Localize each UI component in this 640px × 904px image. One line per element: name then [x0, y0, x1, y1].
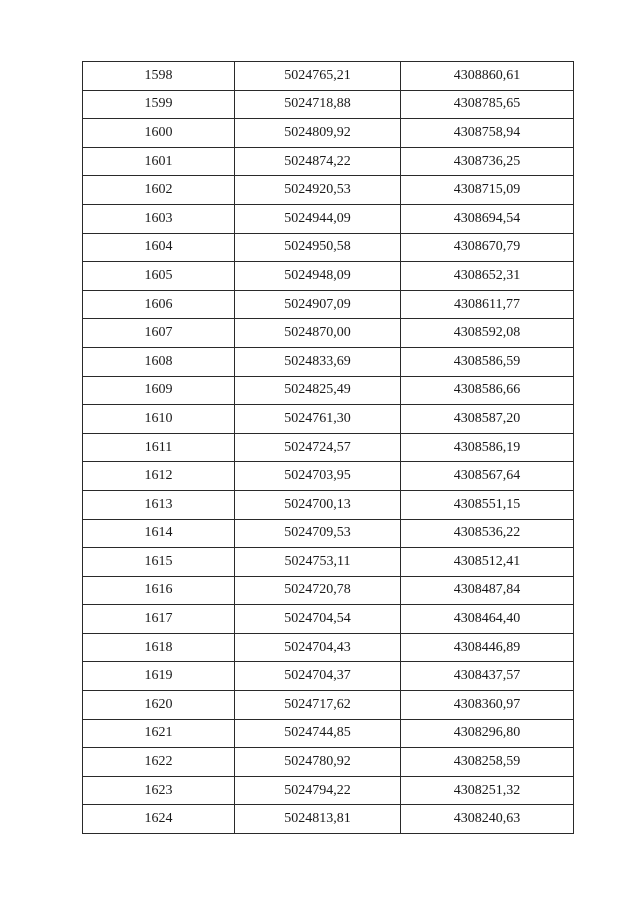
- x-coordinate-cell: 5024794,22: [235, 776, 401, 805]
- y-coordinate-cell: 4308551,15: [401, 490, 574, 519]
- point-number-cell: 1621: [83, 719, 235, 748]
- y-coordinate-cell: 4308586,66: [401, 376, 574, 405]
- point-number-cell: 1602: [83, 176, 235, 205]
- point-number-cell: 1599: [83, 90, 235, 119]
- y-coordinate-cell: 4308360,97: [401, 691, 574, 720]
- y-coordinate-cell: 4308758,94: [401, 119, 574, 148]
- x-coordinate-cell: 5024744,85: [235, 719, 401, 748]
- y-coordinate-cell: 4308592,08: [401, 319, 574, 348]
- x-coordinate-cell: 5024920,53: [235, 176, 401, 205]
- table-row: [83, 376, 574, 405]
- table-row: [83, 319, 574, 348]
- table-row: [83, 433, 574, 462]
- x-coordinate-cell: 5024809,92: [235, 119, 401, 148]
- x-coordinate-cell: 5024765,21: [235, 62, 401, 91]
- x-coordinate-cell: 5024761,30: [235, 405, 401, 434]
- table-row: [83, 347, 574, 376]
- y-coordinate-cell: 4308446,89: [401, 633, 574, 662]
- table-row: [83, 576, 574, 605]
- table-row: [83, 776, 574, 805]
- point-number-cell: 1612: [83, 462, 235, 491]
- x-coordinate-cell: 5024950,58: [235, 233, 401, 262]
- point-number-cell: 1605: [83, 262, 235, 291]
- point-number-cell: 1601: [83, 147, 235, 176]
- x-coordinate-cell: 5024825,49: [235, 376, 401, 405]
- point-number-cell: 1613: [83, 490, 235, 519]
- y-coordinate-cell: 4308785,65: [401, 90, 574, 119]
- y-coordinate-cell: 4308251,32: [401, 776, 574, 805]
- table-row: [83, 805, 574, 834]
- x-coordinate-cell: 5024724,57: [235, 433, 401, 462]
- table-row: [83, 204, 574, 233]
- x-coordinate-cell: 5024709,53: [235, 519, 401, 548]
- point-number-cell: 1611: [83, 433, 235, 462]
- x-coordinate-cell: 5024907,09: [235, 290, 401, 319]
- x-coordinate-cell: 5024780,92: [235, 748, 401, 777]
- point-number-cell: 1618: [83, 633, 235, 662]
- y-coordinate-cell: 4308652,31: [401, 262, 574, 291]
- table-row: [83, 662, 574, 691]
- x-coordinate-cell: 5024717,62: [235, 691, 401, 720]
- table-row: [83, 462, 574, 491]
- point-number-cell: 1616: [83, 576, 235, 605]
- y-coordinate-cell: 4308586,59: [401, 347, 574, 376]
- table-row: [83, 691, 574, 720]
- point-number-cell: 1617: [83, 605, 235, 634]
- coordinates-table-body: [83, 62, 574, 834]
- y-coordinate-cell: 4308715,09: [401, 176, 574, 205]
- point-number-cell: 1620: [83, 691, 235, 720]
- point-number-cell: 1622: [83, 748, 235, 777]
- x-coordinate-cell: 5024703,95: [235, 462, 401, 491]
- table-row: [83, 519, 574, 548]
- x-coordinate-cell: 5024833,69: [235, 347, 401, 376]
- y-coordinate-cell: 4308437,57: [401, 662, 574, 691]
- x-coordinate-cell: 5024704,54: [235, 605, 401, 634]
- x-coordinate-cell: 5024718,88: [235, 90, 401, 119]
- table-row: [83, 90, 574, 119]
- table-row: [83, 548, 574, 577]
- point-number-cell: 1608: [83, 347, 235, 376]
- point-number-cell: 1600: [83, 119, 235, 148]
- x-coordinate-cell: 5024720,78: [235, 576, 401, 605]
- table-row: [83, 119, 574, 148]
- point-number-cell: 1615: [83, 548, 235, 577]
- x-coordinate-cell: 5024704,43: [235, 633, 401, 662]
- point-number-cell: 1610: [83, 405, 235, 434]
- point-number-cell: 1623: [83, 776, 235, 805]
- point-number-cell: 1624: [83, 805, 235, 834]
- y-coordinate-cell: 4308860,61: [401, 62, 574, 91]
- table-row: [83, 62, 574, 91]
- coordinates-table: [82, 61, 574, 834]
- point-number-cell: 1604: [83, 233, 235, 262]
- y-coordinate-cell: 4308512,41: [401, 548, 574, 577]
- y-coordinate-cell: 4308670,79: [401, 233, 574, 262]
- y-coordinate-cell: 4308240,63: [401, 805, 574, 834]
- point-number-cell: 1598: [83, 62, 235, 91]
- y-coordinate-cell: 4308694,54: [401, 204, 574, 233]
- x-coordinate-cell: 5024944,09: [235, 204, 401, 233]
- x-coordinate-cell: 5024948,09: [235, 262, 401, 291]
- table-row: [83, 605, 574, 634]
- table-row: [83, 176, 574, 205]
- y-coordinate-cell: 4308464,40: [401, 605, 574, 634]
- x-coordinate-cell: 5024700,13: [235, 490, 401, 519]
- y-coordinate-cell: 4308258,59: [401, 748, 574, 777]
- y-coordinate-cell: 4308587,20: [401, 405, 574, 434]
- y-coordinate-cell: 4308586,19: [401, 433, 574, 462]
- table-row: [83, 633, 574, 662]
- table-row: [83, 262, 574, 291]
- y-coordinate-cell: 4308296,80: [401, 719, 574, 748]
- y-coordinate-cell: 4308567,64: [401, 462, 574, 491]
- point-number-cell: 1603: [83, 204, 235, 233]
- y-coordinate-cell: 4308736,25: [401, 147, 574, 176]
- point-number-cell: 1609: [83, 376, 235, 405]
- point-number-cell: 1607: [83, 319, 235, 348]
- table-row: [83, 748, 574, 777]
- table-row: [83, 147, 574, 176]
- x-coordinate-cell: 5024874,22: [235, 147, 401, 176]
- x-coordinate-cell: 5024870,00: [235, 319, 401, 348]
- table-row: [83, 719, 574, 748]
- table-row: [83, 233, 574, 262]
- table-row: [83, 290, 574, 319]
- point-number-cell: 1614: [83, 519, 235, 548]
- y-coordinate-cell: 4308536,22: [401, 519, 574, 548]
- x-coordinate-cell: 5024704,37: [235, 662, 401, 691]
- table-row: [83, 490, 574, 519]
- table-row: [83, 405, 574, 434]
- x-coordinate-cell: 5024813,81: [235, 805, 401, 834]
- y-coordinate-cell: 4308611,77: [401, 290, 574, 319]
- y-coordinate-cell: 4308487,84: [401, 576, 574, 605]
- point-number-cell: 1606: [83, 290, 235, 319]
- x-coordinate-cell: 5024753,11: [235, 548, 401, 577]
- point-number-cell: 1619: [83, 662, 235, 691]
